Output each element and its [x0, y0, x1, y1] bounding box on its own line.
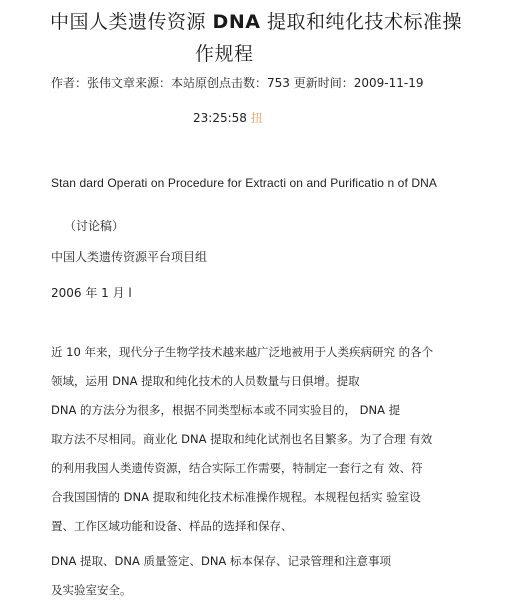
body-line: DNA 的方法分为很多，根据不同类型标本或不同实验目的， DNA 提 [51, 403, 401, 417]
body-line: 的利用我国人类遗传资源，结合实际工作需要，特制定一套行之有 效、符 [51, 461, 423, 475]
article-meta: 作者：张伟文章来源：本站原创点击数：753 更新时间：2009-11-19 [51, 76, 424, 90]
body-line: 领域，运用 DNA 提取和纯化技术的人员数量与日俱增。提取 [51, 374, 360, 388]
title-dna: DNA [212, 11, 261, 33]
document-title-line-2: 作规程 [195, 43, 254, 65]
body-line: 及实验室安全。 [51, 583, 132, 597]
body-line: DNA 提取、DNA 质量签定、DNA 标本保存、记录管理和注意事项 [51, 554, 391, 568]
document-date: 2006 年 1 月 l [51, 286, 132, 300]
title-prefix: 中国人类遗传资源 [50, 11, 213, 33]
draft-label: （讨论稿） [64, 219, 125, 233]
update-time: 23:25:58 [193, 111, 247, 125]
english-title: Stan dard Operati on Procedure for Extracti on and Purificatio n of DNA [51, 176, 437, 190]
meta-icon: 扭 [250, 111, 263, 125]
body-line: 置、工作区域功能和设备、样品的选择和保存、 [51, 519, 293, 533]
body-line: 近 10 年来，现代分子生物学技术越来越广泛地被用于人类疾病研究 的各个 [51, 345, 434, 359]
body-line: 合我国国情的 DNA 提取和纯化技术标准操作规程。本规程包括实 验室设 [51, 490, 421, 504]
title-suffix: 提取和纯化技术标准操 [260, 11, 462, 33]
document-title-line-1 [50, 7, 462, 34]
body-line: 取方法不尽相同。商业化 DNA 提取和纯化试剂也名目繁多。为了合理 有效 [51, 432, 433, 446]
organization: 中国人类遗传资源平台项目组 [51, 250, 208, 264]
article-meta-time-row [193, 109, 263, 126]
